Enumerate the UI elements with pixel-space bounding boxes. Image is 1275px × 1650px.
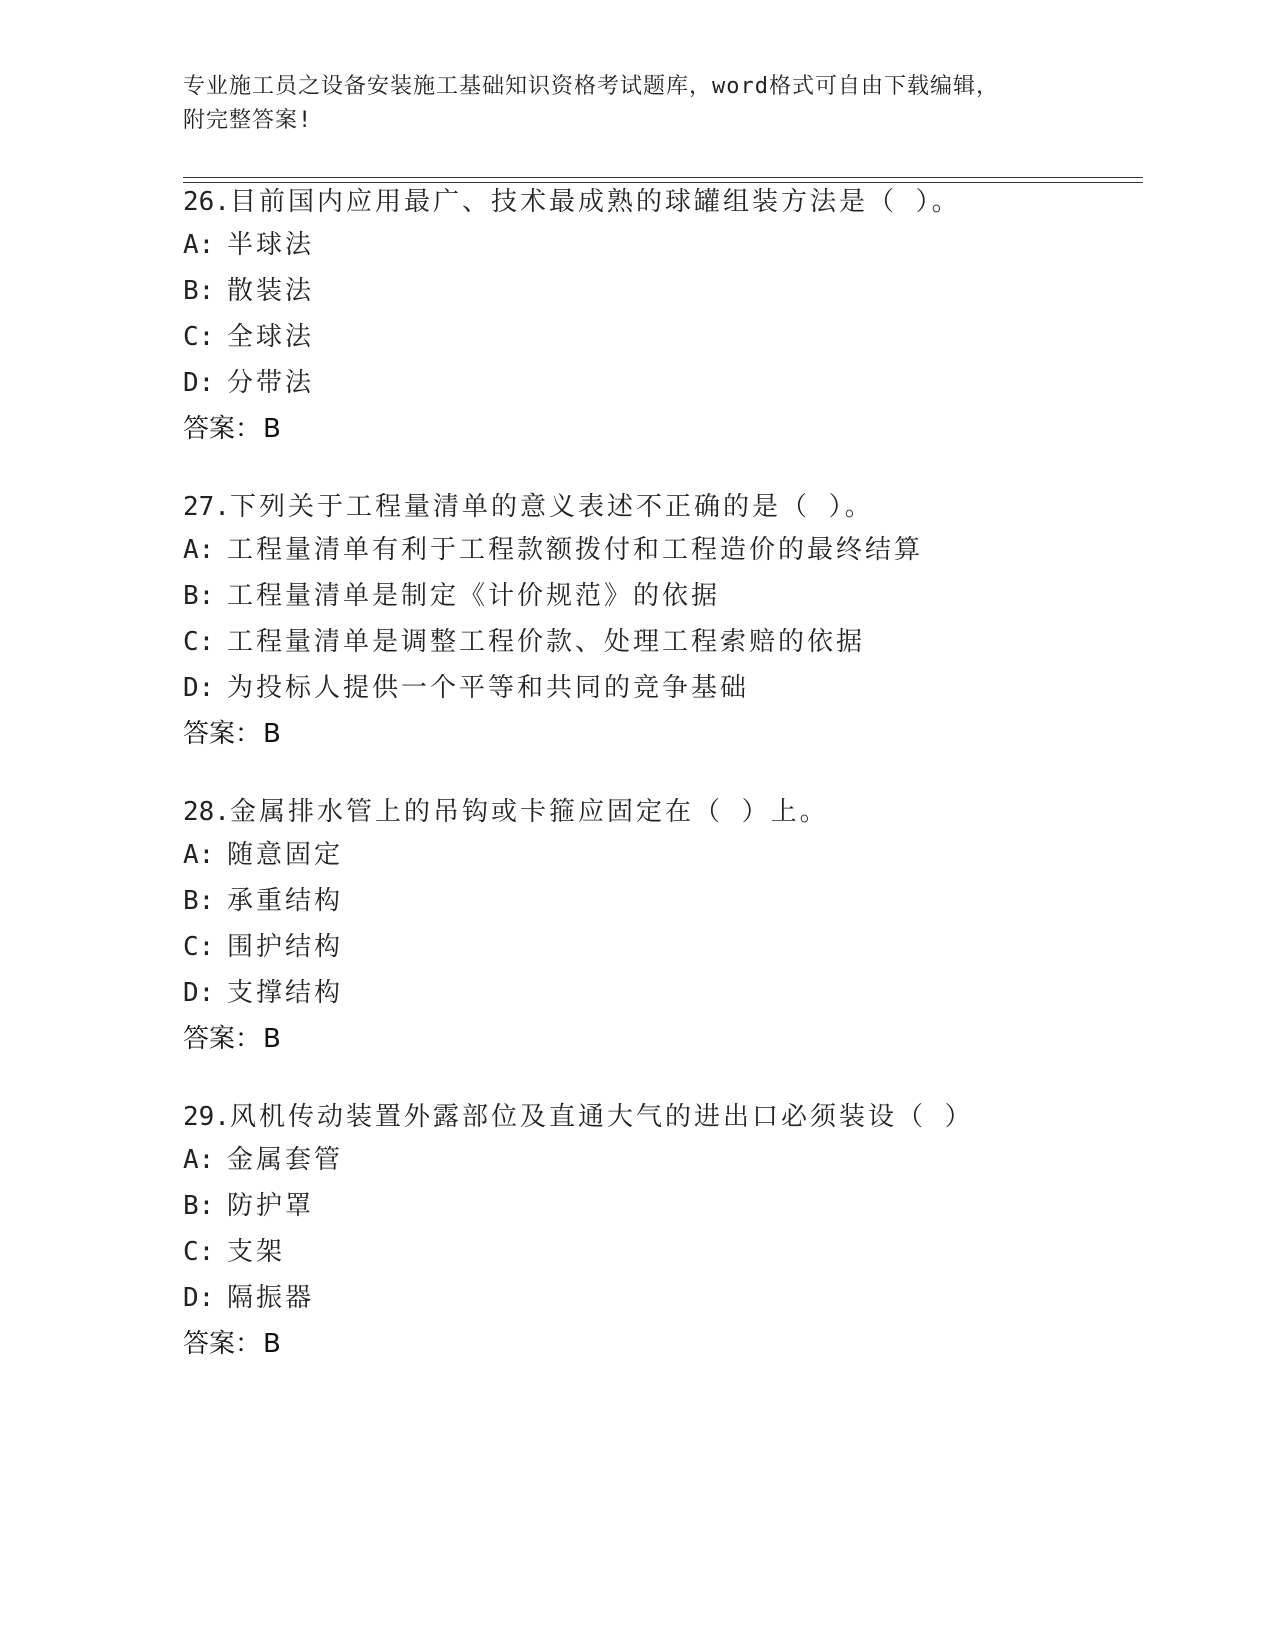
option-text: 随意固定 <box>227 840 344 870</box>
question-number: 26. <box>183 187 230 217</box>
question-number: 28. <box>183 797 230 827</box>
question-28 <box>183 792 1143 1062</box>
header-line-2: 附完整答案! <box>183 108 313 133</box>
option-d <box>183 970 1143 1016</box>
option-text: 为投标人提供一个平等和共同的竞争基础 <box>227 673 750 703</box>
answer-value: B <box>263 1329 281 1359</box>
option-c <box>183 314 1143 360</box>
question-text: 目前国内应用最广、技术最成熟的球罐组装方法是（ ）。 <box>229 187 961 217</box>
option-b <box>183 573 1143 619</box>
option-text: 工程量清单有利于工程款额拨付和工程造价的最终结算 <box>227 535 924 565</box>
question-29 <box>183 1097 1143 1367</box>
answer-value: B <box>263 719 281 749</box>
option-text: 工程量清单是调整工程价款、处理工程索赔的依据 <box>227 627 866 657</box>
option-c <box>183 619 1143 665</box>
option-b <box>183 268 1143 314</box>
question-text: 风机传动装置外露部位及直通大气的进出口必须装设（ ） <box>229 1102 974 1132</box>
answer-line <box>183 1016 1143 1062</box>
answer-label: 答案： <box>183 719 262 749</box>
option-text: 承重结构 <box>227 886 344 916</box>
question-number: 29. <box>183 1102 230 1132</box>
option-letter: D: <box>183 1283 215 1313</box>
option-c <box>183 1229 1143 1275</box>
option-text: 工程量清单是制定《计价规范》的依据 <box>227 581 721 611</box>
answer-line <box>183 1321 1143 1367</box>
option-text: 分带法 <box>227 368 315 398</box>
option-text: 隔振器 <box>227 1283 315 1313</box>
option-letter: C: <box>183 1237 215 1267</box>
option-letter: D: <box>183 368 215 398</box>
option-letter: A: <box>183 840 215 870</box>
header-line-1: 专业施工员之设备安装施工基础知识资格考试题库，word格式可自由下载编辑， <box>183 74 999 99</box>
option-text: 金属套管 <box>227 1145 344 1175</box>
option-b <box>183 878 1143 924</box>
option-text: 防护罩 <box>227 1191 315 1221</box>
option-a <box>183 832 1143 878</box>
answer-label: 答案： <box>183 414 262 444</box>
question-text: 下列关于工程量清单的意义表述不正确的是（ ）。 <box>229 492 874 522</box>
question-number: 27. <box>183 492 230 522</box>
option-letter: A: <box>183 230 215 260</box>
question-stem <box>183 1097 1143 1137</box>
answer-label: 答案： <box>183 1024 262 1054</box>
option-text: 全球法 <box>227 322 315 352</box>
answer-line <box>183 711 1143 757</box>
option-d <box>183 360 1143 406</box>
answer-label: 答案： <box>183 1329 262 1359</box>
question-27 <box>183 487 1143 757</box>
option-a <box>183 1137 1143 1183</box>
question-stem <box>183 487 1143 527</box>
option-letter: B: <box>183 581 215 611</box>
option-letter: A: <box>183 535 215 565</box>
header-divider-top <box>183 177 1143 178</box>
option-letter: C: <box>183 627 215 657</box>
option-letter: C: <box>183 322 215 352</box>
option-d <box>183 665 1143 711</box>
option-letter: D: <box>183 978 215 1008</box>
option-text: 围护结构 <box>227 932 344 962</box>
option-b <box>183 1183 1143 1229</box>
option-letter: B: <box>183 276 215 306</box>
option-text: 支撑结构 <box>227 978 344 1008</box>
option-letter: B: <box>183 1191 215 1221</box>
question-stem <box>183 182 1143 222</box>
question-stem <box>183 792 1143 832</box>
answer-line <box>183 406 1143 452</box>
option-text: 半球法 <box>227 230 315 260</box>
option-letter: D: <box>183 673 215 703</box>
question-text: 金属排水管上的吊钩或卡箍应固定在（ ）上。 <box>229 797 829 827</box>
option-d <box>183 1275 1143 1321</box>
answer-value: B <box>263 414 281 444</box>
option-c <box>183 924 1143 970</box>
document-header <box>183 70 1083 138</box>
option-a <box>183 527 1143 573</box>
option-letter: B: <box>183 886 215 916</box>
option-letter: C: <box>183 932 215 962</box>
option-letter: A: <box>183 1145 215 1175</box>
answer-value: B <box>263 1024 281 1054</box>
option-text: 支架 <box>227 1237 286 1267</box>
question-26 <box>183 182 1143 452</box>
option-a <box>183 222 1143 268</box>
option-text: 散装法 <box>227 276 315 306</box>
